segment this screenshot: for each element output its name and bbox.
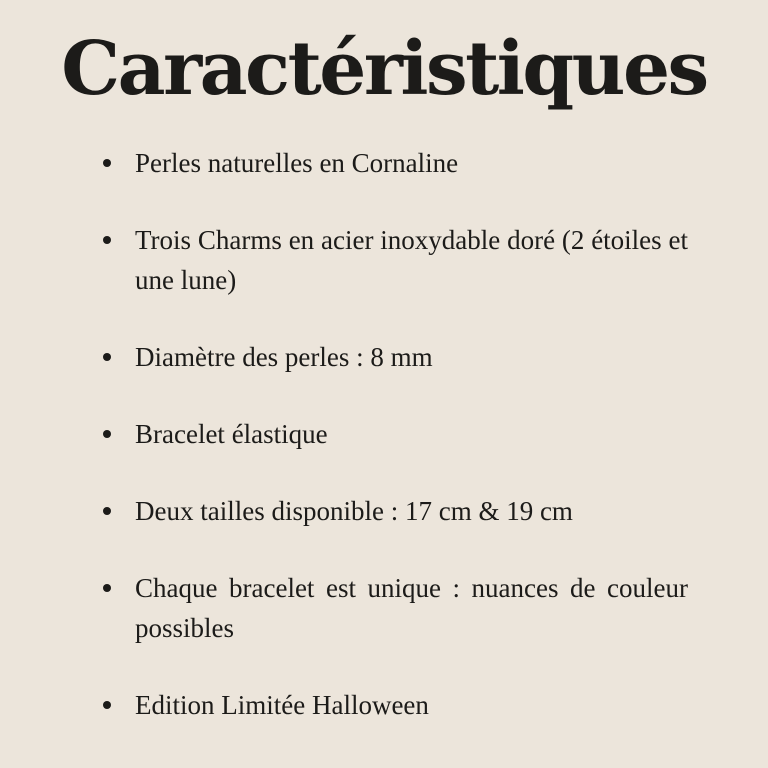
bullet-icon	[103, 430, 111, 438]
feature-text: Chaque bracelet est unique : nuances de couleur possibles	[135, 572, 688, 643]
feature-text: Diamètre des perles : 8 mm	[135, 341, 433, 372]
feature-item	[103, 143, 688, 183]
bullet-icon	[103, 159, 111, 167]
feature-text: Perles naturelles en Cornaline	[135, 147, 459, 178]
feature-item	[103, 220, 688, 300]
feature-text: Deux tailles disponible : 17 cm & 19 cm	[135, 495, 573, 526]
feature-item	[103, 568, 688, 648]
bullet-icon	[103, 584, 111, 592]
bullet-icon	[103, 353, 111, 361]
feature-item	[103, 337, 688, 377]
page-title: Caractéristiques	[61, 26, 707, 112]
feature-text: Bracelet élastique	[135, 418, 328, 449]
bullet-icon	[103, 236, 111, 244]
feature-list	[103, 143, 688, 725]
feature-item	[103, 414, 688, 454]
feature-item	[103, 491, 688, 531]
feature-text: Trois Charms en acier inoxydable doré (2 étoiles et une lune)	[135, 224, 688, 295]
bullet-icon	[103, 507, 111, 515]
feature-text: Edition Limitée Halloween	[135, 689, 429, 720]
bullet-icon	[103, 701, 111, 709]
feature-item	[103, 685, 688, 725]
